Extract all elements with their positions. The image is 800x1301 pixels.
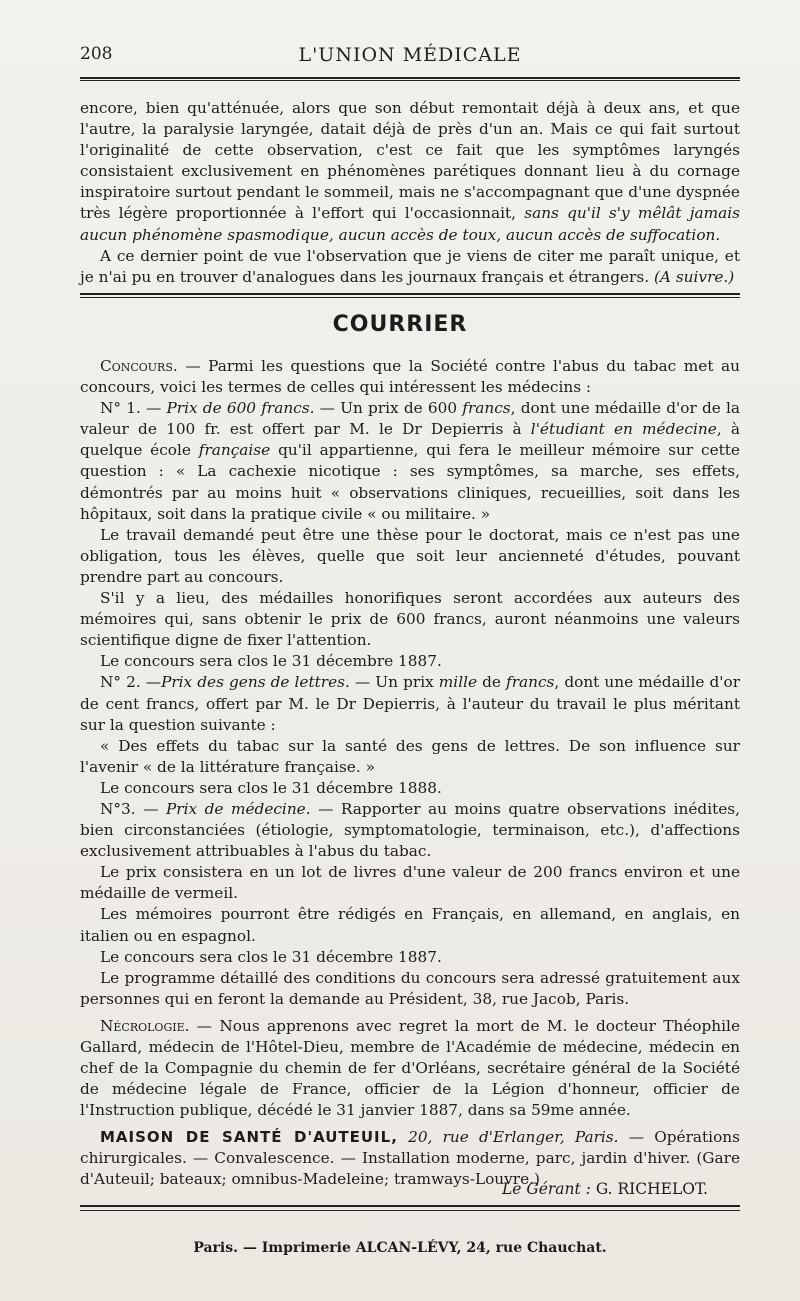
necrologie-label: Nécrologie. — [100, 1016, 190, 1035]
journal-title: L'UNION MÉDICALE — [298, 44, 522, 66]
prize-1-paragraph: N° 1. — Prix de 600 francs. — Un prix de 600 francs, dont une médaille d'or de la valeur de 100 fr. est offert par M. le Dr Depierris à l'étudiant en médecine, à quelque école française qu'il appartienne, qui fera le meilleur mémoire sur cette question : « La cachexie nicotique : ses symptômes, sa marche, ses effets, démontrés par au moins huit « observations cliniques, recueillies, soit dans les hôpitaux, soit dans la pratique civile « ou militaire. » — [80, 399, 740, 523]
intro-section — [80, 98, 740, 288]
prize-1-text-c: , à quelque école — [80, 420, 740, 460]
gerant-line — [502, 1180, 708, 1198]
prize-2-mille: mille — [438, 673, 478, 692]
intro-paragraph-1 — [80, 98, 740, 246]
intro-text-2: A ce dernier point de vue l'observation que je viens de citer me paraît unique, et je n'ai pu en trouver d'analogues dans les journaux français et étrangers. — [80, 246, 740, 286]
maison-address: 20, rue d'Erlanger, Paris. — [397, 1128, 619, 1146]
prize-1-etudiant: l'étudiant en médecine — [530, 420, 717, 439]
prize-3-deadline: Le concours sera clos le 31 décembre 1887. — [100, 947, 442, 966]
running-header — [80, 44, 740, 74]
prize-1-medailles: S'il y a lieu, des médailles honorifiques seront accordées aux auteurs des mémoires qui, sans obtenir le prix de 600 francs, auront néanmoins une valeurs scientifique digne de fixer l'attention. — [80, 589, 740, 650]
section-rule-thin — [80, 297, 740, 298]
intro-text: encore, bien qu'atténuée, alors que son début remontait déjà à deux ans, et que l'autre, la paralysie laryngée, datait déjà de près d'un an. Mais ce qui fait surtout l'originalité de cette observation, c'est ce fait que les symptômes laryngés consistaient exclusivement en phénomènes parétiques donnant lieu à du cornage inspiratoire surtout pendant le sommeil, mais ne s'accompagnant que d'une dyspnée très légère proportionnée à l'effort qui l'occasionnait, — [80, 99, 740, 223]
intro-paragraph-2 — [80, 246, 740, 288]
prize-1-text-d: qu'il appartienne, qui fera le meilleur mémoire sur cette question : « La cachexie nicotique : ses symptômes, sa marche, ses effets, démontrés par au moins huit « observations cliniques, recueillies, soit dans les hôpitaux, soit dans la pratique civile « ou militaire. » — [80, 441, 740, 523]
maison-text: — Opérations chirurgicales. — Convalescence. — Installation moderne, parc, jardin d'hiver. (Gare d'Auteuil; bateaux; omnibus-Madeleine; tramways-Louvre.) — [80, 1128, 740, 1189]
prize-2-deadline: Le concours sera clos le 31 décembre 1888. — [100, 778, 442, 797]
page-number: 208 — [80, 44, 113, 64]
necrologie-paragraph — [80, 1016, 740, 1121]
prize-1-francaise: française — [198, 441, 271, 460]
footer-rule-thin — [80, 1210, 740, 1211]
prize-3-lot: Le prix consistera en un lot de livres d'une valeur de 200 francs environ et une médaille de vermeil. — [80, 863, 740, 903]
prize-3-title: Prix de médecine. — [165, 799, 311, 818]
prize-1-text: — Un prix de 600 — [314, 399, 463, 418]
programme-paragraph: Le programme détaillé des conditions du concours sera adressé gratuitement aux personnes qui en feront la demande au Président, 38, rue Jacob, Paris. — [80, 968, 740, 1008]
prize-3-paragraph: N°3. — Prix de médecine. — Rapporter au moins quatre observations inédites, bien circonstanciées (étiologie, symptomatologie, terminaison, etc.), d'affections exclusivement attribuables à l'abus du tabac. — [80, 799, 740, 861]
prize-1-francs: francs — [462, 399, 511, 418]
maison-name: MAISON DE SANTÉ D'AUTEUIL, — [100, 1128, 398, 1146]
prize-2-title: —Prix des gens de lettres. — [140, 673, 350, 692]
prize-2-text-b: de — [477, 673, 507, 692]
courrier-heading: COURRIER — [332, 312, 468, 337]
prize-2-quote: « Des effets du tabac sur la santé des gens de lettres. De son influence sur l'avenir « de la littérature française. » — [80, 736, 740, 776]
prize-3-text: — Rapporter au moins quatre observations inédites, bien circonstanciées (étiologie, symptomatologie, terminaison, etc.), d'affections exclusivement attribuables à l'abus du tabac. — [80, 799, 740, 861]
to-be-continued: (A suivre.) — [653, 267, 735, 286]
concours-text: — Parmi les questions que la Société contre l'abus du tabac met au concours, voici les termes de celles qui intéressent les médecins : — [80, 357, 740, 397]
gerant-label: Le Gérant : — [501, 1180, 591, 1198]
necrologie-text: — Nous apprenons avec regret la mort de M. le docteur Théophile Gallard, médecin de l'Hôtel-Dieu, membre de l'Académie de médecine, médecin en chef de la Compagnie du chemin de fer d'Orléans, secrétaire général de la Société de médecine légale de France, officier de la Légion d'honneur, officier de l'Instruction publique, décédé le 31 janvier 1887, dans sa 59me année. — [80, 1016, 740, 1120]
prize-3-languages: Les mémoires pourront être rédigés en Français, en allemand, en anglais, en italien ou en espagnol. — [80, 905, 740, 945]
prize-2-paragraph — [80, 672, 740, 735]
prize-2-text: — Un prix — [349, 673, 439, 692]
prize-1-deadline: Le concours sera clos le 31 décembre 1887. — [100, 652, 442, 671]
courrier-section — [80, 356, 740, 1121]
header-rule-thin — [80, 80, 740, 81]
prize-2-text-c: , dont une médaille d'or de cent francs, offert par M. le Dr Depierris, à l'auteur du travail le plus méritant sur la question suivante : — [80, 673, 741, 734]
prize-1-travail: Le travail demandé peut être une thèse pour le doctorat, mais ce n'est pas une obligation, tous les élèves, quelle que soit leur ancienneté d'études, pouvant prendre part au concours. — [80, 525, 740, 586]
prize-1-title: Prix de 600 francs. — [166, 399, 315, 418]
concours-paragraph — [80, 356, 740, 398]
section-rule — [80, 293, 740, 295]
prize-1-text-b: , dont une médaille d'or de la valeur de 100 fr. est offert par M. le Dr Depierris à — [80, 399, 740, 439]
prize-2-label: N° 2. — [100, 673, 141, 692]
concours-label: Concours. — [100, 357, 178, 375]
intro-italic-text: sans qu'il s'y mêlât jamais aucun phénomène spasmodique, aucun accès de toux, aucun accès de suffocation. — [80, 204, 740, 244]
header-rule — [80, 77, 740, 79]
gerant-name: G. RICHELOT. — [590, 1180, 708, 1198]
imprint: Paris. — Imprimerie ALCAN-LÉVY, 24, rue Chauchat. — [193, 1240, 607, 1256]
prize-3-label: N°3. — [100, 799, 136, 818]
prize-1-label: N° 1. — [100, 399, 141, 418]
prize-2-francs: francs — [506, 673, 555, 692]
footer-rule — [80, 1205, 740, 1207]
